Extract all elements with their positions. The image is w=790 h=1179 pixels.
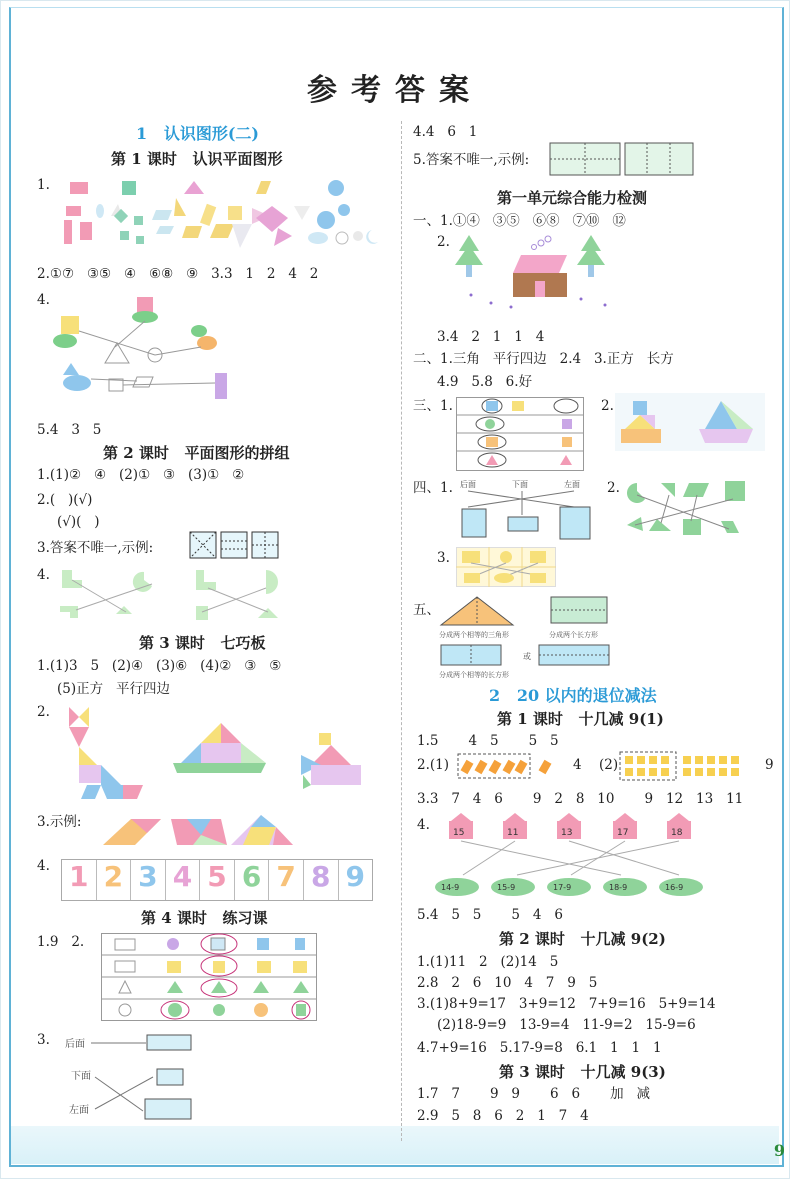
house-row bbox=[449, 813, 691, 839]
r-q4: 4.4 6 1 bbox=[413, 124, 478, 140]
label-left: 左面 bbox=[564, 480, 580, 489]
l3-q3: 3.示例: bbox=[37, 814, 82, 830]
turtle-label-2: 15-9 bbox=[497, 883, 516, 892]
test-5-figure bbox=[437, 593, 617, 687]
unit1-title: 1 认识图形(二) bbox=[136, 124, 259, 143]
page-title: 参考答案 bbox=[307, 73, 483, 108]
l2-q3-example-figure bbox=[189, 531, 281, 559]
l2-q1: 1.(1)② ④ (2)① ③ (3)① ② bbox=[37, 467, 245, 483]
l4-q2-table-figure bbox=[101, 933, 317, 1021]
test-1-3: 3.4 2 1 1 4 bbox=[437, 329, 545, 345]
u2-l1-q5: 5.4 5 5 5 4 6 bbox=[417, 907, 563, 923]
label-back: 后面 bbox=[460, 480, 476, 489]
l3-q3-example-figure bbox=[101, 807, 301, 855]
test-4-3: 3. bbox=[437, 550, 450, 566]
r-q5: 5.答案不唯一,示例: bbox=[413, 152, 530, 168]
test-3-1: 三、1. bbox=[413, 398, 453, 414]
l3-q2-tangram-figure bbox=[61, 703, 361, 803]
test-4-3-figure bbox=[456, 547, 556, 587]
unit-test-title: 第一单元综合能力检测 bbox=[497, 189, 648, 207]
l1-q2: 2.①⑦ ③⑤ ④ ⑥⑧ ⑨ 3.3 1 2 4 2 bbox=[37, 266, 319, 282]
u2-lesson1-title: 第 1 课时 十几减 9(1) bbox=[497, 710, 664, 728]
test-5: 五、 bbox=[413, 602, 440, 618]
test-1-2-house-figure bbox=[451, 233, 621, 313]
l4-q1: 1.9 2. bbox=[37, 934, 85, 950]
test-4-2-match-figure bbox=[621, 475, 751, 541]
u2-l2-q1: 1.(1)11 2 (2)14 5 bbox=[417, 954, 559, 970]
house-label-1: 15 bbox=[453, 828, 465, 838]
lesson3-title: 第 3 课时 七巧板 bbox=[139, 634, 266, 652]
digit-7: 7 bbox=[269, 860, 304, 900]
digit-2: 2 bbox=[97, 860, 132, 900]
turtle-label-3: 17-9 bbox=[553, 883, 572, 892]
l2-q2b: (√)( ) bbox=[57, 514, 100, 530]
u2-l1-q2a-carrots-figure bbox=[457, 753, 565, 779]
u2-l1-q2b: (2) bbox=[599, 757, 619, 773]
l2-q4: 4. bbox=[37, 567, 50, 583]
l1-q5: 5.4 3 5 bbox=[37, 422, 102, 438]
u2-l2-q3b: (2)18-9=9 13-9=4 11-9=2 15-9=6 bbox=[437, 1017, 696, 1033]
l4-q3-views-figure bbox=[61, 1031, 201, 1123]
turtle-row bbox=[435, 878, 703, 896]
u2-lesson2-title: 第 2 课时 十几减 9(2) bbox=[499, 930, 666, 948]
test-4-2: 2. bbox=[607, 480, 620, 496]
u2-l1-q2b-pineapples-figure bbox=[619, 751, 759, 781]
label-back: 后面 bbox=[65, 1039, 85, 1050]
l3-q1a: 1.(1)3 5 (2)④ (3)⑥ (4)② ③ ⑤ bbox=[37, 658, 282, 674]
u2-l2-q3a: 3.(1)8+9=17 3+9=12 7+9=16 5+9=14 bbox=[417, 996, 716, 1012]
u2-l2-q4: 4.7+9=16 5.17-9=8 6.1 1 1 1 bbox=[417, 1040, 662, 1056]
turtle-label-4: 18-9 bbox=[609, 883, 628, 892]
l1-q4: 4. bbox=[37, 292, 50, 308]
house-label-4: 17 bbox=[617, 828, 629, 838]
l1-q4-match-figure bbox=[51, 291, 251, 411]
column-divider bbox=[401, 121, 402, 1141]
test-3-1-table-figure bbox=[456, 397, 584, 471]
l3-q1b: (5)正方 平行四边 bbox=[57, 681, 170, 697]
bottom-decoration-strip bbox=[11, 1126, 779, 1164]
test-4-1: 四、1. bbox=[413, 480, 453, 496]
test-3-2: 2. bbox=[601, 398, 614, 414]
l1-q1: 1. bbox=[37, 177, 50, 193]
digit-6: 6 bbox=[235, 860, 270, 900]
lesson2-title: 第 2 课时 平面图形的拼组 bbox=[103, 444, 290, 462]
u2-l1-q3: 3.3 7 4 6 9 2 8 10 9 12 13 11 bbox=[417, 791, 744, 807]
test-4-1-views-figure bbox=[456, 477, 596, 543]
label-left: 左面 bbox=[69, 1105, 89, 1116]
r-q5-example-figure bbox=[549, 141, 695, 177]
label-below: 下面 bbox=[71, 1071, 91, 1082]
digit-8: 8 bbox=[304, 860, 339, 900]
digit-4: 4 bbox=[166, 860, 201, 900]
page-number: 9 bbox=[773, 1141, 785, 1160]
test-1-2: 2. bbox=[437, 234, 450, 250]
u2-l1-q4-houses-turtles-figure bbox=[431, 811, 721, 899]
caption-long: 分成两个相等的长方形 bbox=[439, 671, 509, 679]
l2-q2a: 2.( )(√) bbox=[37, 492, 93, 508]
l4-q3: 3. bbox=[37, 1032, 50, 1048]
house-label-2: 11 bbox=[507, 828, 519, 838]
lesson4-title: 第 4 课时 练习课 bbox=[141, 909, 268, 927]
l1-q1-shapes-figure bbox=[56, 176, 386, 256]
u2-l2-q2: 2.8 2 6 10 4 7 9 5 bbox=[417, 975, 598, 991]
turtle-label-1: 14-9 bbox=[441, 883, 460, 892]
u2-lesson3-title: 第 3 课时 十几减 9(3) bbox=[499, 1063, 666, 1081]
l2-q4-match-figure bbox=[56, 566, 296, 628]
u2-l1-q2b-answer: 9 bbox=[765, 757, 774, 773]
l3-q4-digits-row bbox=[61, 859, 373, 901]
u2-l1-q2a: 2.(1) bbox=[417, 757, 450, 773]
l3-q2: 2. bbox=[37, 704, 50, 720]
digit-9: 9 bbox=[345, 860, 366, 893]
digit-1: 1 bbox=[62, 860, 97, 900]
u2-l1-q1: 1.5 4 5 5 5 bbox=[417, 733, 559, 749]
u2-l1-q4: 4. bbox=[417, 817, 430, 833]
digit-5: 5 bbox=[200, 860, 235, 900]
test-2b: 4.9 5.8 6.好 bbox=[437, 374, 533, 390]
lesson1-title: 第 1 课时 认识平面图形 bbox=[111, 150, 283, 168]
digit-3: 3 bbox=[131, 860, 166, 900]
u2-l1-q2a-answer: 4 bbox=[573, 757, 582, 773]
l2-q3: 3.答案不唯一,示例: bbox=[37, 540, 154, 556]
label-below: 下面 bbox=[512, 480, 528, 489]
caption-triangle: 分成两个相等的三角形 bbox=[439, 631, 509, 639]
test-3-2-tangram-figure bbox=[615, 393, 765, 451]
caption-or: 或 bbox=[523, 652, 531, 661]
u2-l3-q1: 1.7 7 9 9 6 6 加 减 bbox=[417, 1086, 651, 1102]
unit2-title: 2 20 以内的退位减法 bbox=[489, 686, 657, 705]
u2-l3-q2: 2.9 5 8 6 2 1 7 4 bbox=[417, 1108, 589, 1124]
test-2a: 二、1.三角 平行四边 2.4 3.正方 长方 bbox=[413, 351, 674, 367]
house-label-5: 18 bbox=[671, 828, 683, 838]
caption-rect: 分成两个长方形 bbox=[549, 631, 598, 639]
turtle-label-5: 16-9 bbox=[665, 883, 684, 892]
test-1-1: 一、1.①④ ③⑤ ⑥⑧ ⑦⑩ ⑫ bbox=[413, 213, 626, 229]
l3-q4: 4. bbox=[37, 858, 50, 874]
house-label-3: 13 bbox=[561, 828, 573, 838]
